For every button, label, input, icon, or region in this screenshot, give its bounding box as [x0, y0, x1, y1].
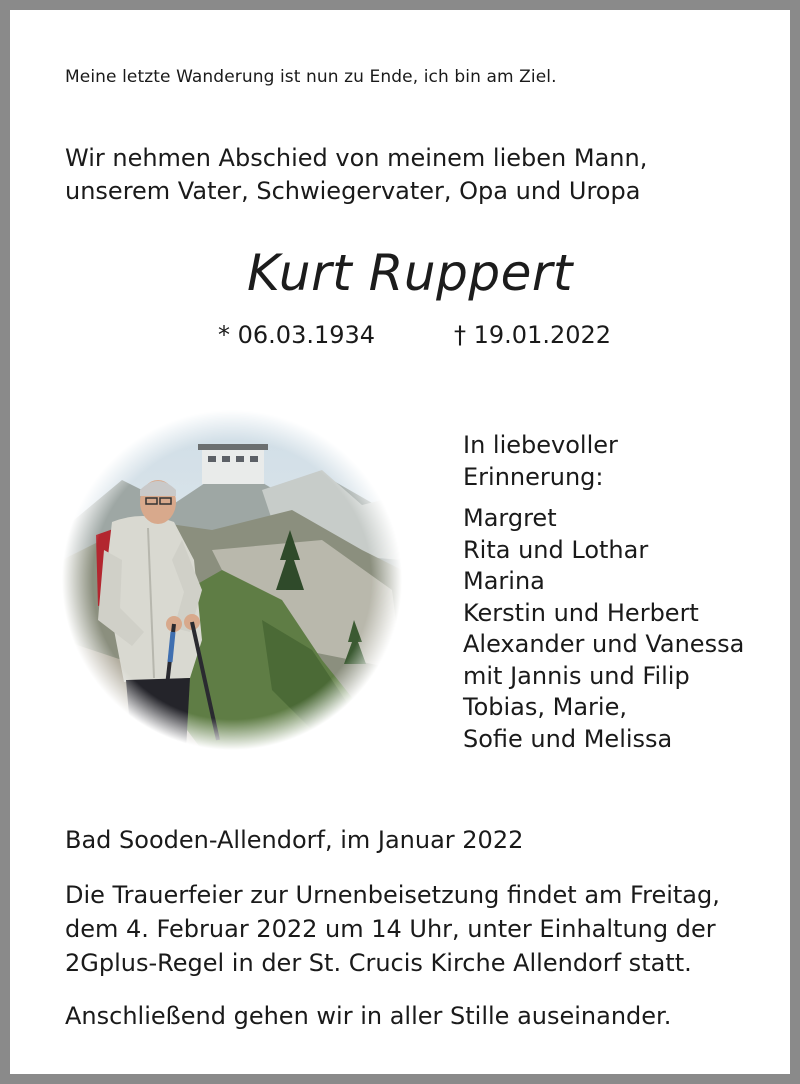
family-member: Alexander und Vanessa — [463, 630, 745, 658]
place-date: Bad Sooden-Allendorf, im Januar 2022 — [65, 826, 524, 854]
family-member: Kerstin und Herbert — [463, 598, 699, 627]
family-member: Rita und Lothar — [463, 535, 649, 564]
family-heading-2: Erinnerung: — [463, 462, 604, 491]
portrait-photo — [62, 410, 402, 750]
death-date: † 19.01.2022 — [454, 321, 612, 349]
service-info — [65, 878, 720, 980]
service-line-2: dem 4. Februar 2022 um 14 Uhr, unter Einhaltung der — [65, 915, 716, 943]
family-member: Tobias, Marie, — [463, 693, 627, 721]
motto-text: Meine letzte Wanderung ist nun zu Ende, ich bin am Ziel. — [65, 67, 557, 87]
family-member: Sofie und Melissa — [463, 724, 673, 753]
intro-line-1: Wir nehmen Abschied von meinem lieben Mann, — [65, 144, 648, 172]
deceased-name: Kurt Ruppert — [246, 244, 574, 302]
family-heading-1: In liebevoller — [463, 431, 618, 459]
family-member: Margret — [463, 504, 557, 532]
intro-line-2: unserem Vater, Schwiegervater, Opa und Uropa — [65, 177, 641, 205]
family-member: mit Jannis und Filip — [463, 661, 690, 690]
closing-text: Anschließend gehen wir in aller Stille auseinander. — [65, 1002, 672, 1030]
family-member: Marina — [463, 567, 545, 595]
birth-date: * 06.03.1934 — [218, 321, 376, 349]
service-line-1: Die Trauerfeier zur Urnenbeisetzung findet am Freitag, — [65, 881, 720, 909]
family-list — [463, 430, 744, 755]
service-line-3: 2Gplus-Regel in der St. Crucis Kirche Allendorf statt. — [65, 949, 692, 977]
intro-text — [65, 142, 647, 208]
